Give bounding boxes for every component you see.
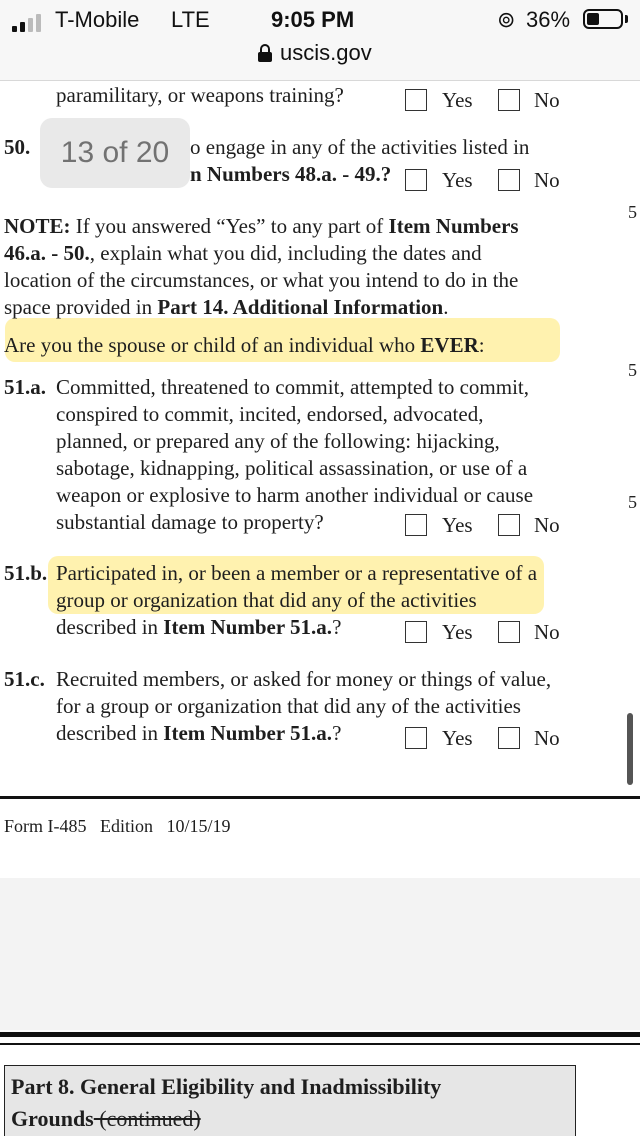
q50-no-label: No bbox=[534, 168, 560, 192]
part-heading-line2: Grounds (continued) bbox=[11, 1106, 201, 1131]
q50-line2: n Numbers 48.a. - 49.? bbox=[190, 162, 392, 186]
q51c-yes-checkbox[interactable] bbox=[405, 727, 427, 749]
q51a-line: sabotage, kidnapping, political assassination, or use of a bbox=[56, 456, 528, 480]
q51a-number: 51.a. bbox=[4, 375, 46, 399]
clipped-column-text: 5 bbox=[628, 202, 637, 222]
q50-yes-label: Yes bbox=[442, 168, 473, 192]
form-footer: Form I-485 Edition 10/15/19 bbox=[4, 816, 231, 836]
q50-no-checkbox[interactable] bbox=[498, 169, 520, 191]
network-label: LTE bbox=[171, 7, 210, 32]
part-heading-box bbox=[4, 1065, 576, 1136]
q51a-no-checkbox[interactable] bbox=[498, 514, 520, 536]
status-bar bbox=[0, 0, 640, 81]
battery-icon bbox=[583, 9, 623, 29]
q51c-no-checkbox[interactable] bbox=[498, 727, 520, 749]
q51b-line: group or organization that did any of the activities bbox=[56, 588, 477, 612]
q50-yes-checkbox[interactable] bbox=[405, 169, 427, 191]
q51c-yes-label: Yes bbox=[442, 726, 473, 750]
q51a-line: substantial damage to property? bbox=[56, 510, 324, 534]
orientation-lock-icon: ⊚ bbox=[497, 7, 516, 32]
lock-icon bbox=[258, 44, 272, 62]
clipped-column-text: 5 bbox=[628, 492, 637, 512]
page-header-rule bbox=[0, 1032, 640, 1037]
q51b-yes-label: Yes bbox=[442, 620, 473, 644]
q51a-line: Committed, threatened to commit, attempted to commit, bbox=[56, 375, 529, 399]
q51b-line: described in Item Number 51.a.? bbox=[56, 615, 342, 639]
q51a-no-label: No bbox=[534, 513, 560, 537]
q51b-yes-checkbox[interactable] bbox=[405, 621, 427, 643]
clock: 9:05 PM bbox=[271, 7, 355, 32]
q51a-line: conspired to commit, incited, endorsed, advocated, bbox=[56, 402, 484, 426]
q51b-number: 51.b. bbox=[4, 561, 48, 585]
footer-rule bbox=[0, 796, 640, 799]
q49-no-checkbox[interactable] bbox=[498, 89, 520, 111]
q50-number: 50. bbox=[4, 135, 31, 159]
note-line-1: NOTE: If you answered “Yes” to any part of Item Numbers bbox=[4, 214, 519, 238]
note-line-2: 46.a. - 50., explain what you did, including the dates and bbox=[4, 241, 482, 265]
q51b-no-checkbox[interactable] bbox=[498, 621, 520, 643]
q49-no-label: No bbox=[534, 88, 560, 112]
page-gap bbox=[0, 878, 640, 1030]
battery-percent: 36% bbox=[526, 7, 571, 32]
q51c-number: 51.c. bbox=[4, 667, 45, 691]
page-indicator: 13 of 20 bbox=[40, 118, 190, 188]
scrollbar[interactable] bbox=[627, 713, 633, 785]
q51c-line: Recruited members, or asked for money or things of value, bbox=[56, 667, 552, 691]
carrier-label: T-Mobile bbox=[55, 7, 140, 32]
spouse-question: Are you the spouse or child of an individual who EVER: bbox=[4, 333, 485, 357]
signal-strength-icon bbox=[12, 14, 46, 32]
q51a-line: planned, or prepared any of the following: hijacking, bbox=[56, 429, 500, 453]
note-line-3: location of the circumstances, or what you intend to do in the bbox=[4, 268, 519, 292]
q51b-line: Participated in, or been a member or a representative of a bbox=[56, 561, 538, 585]
url-bar[interactable]: uscis.gov bbox=[280, 40, 372, 65]
q51c-line: described in Item Number 51.a.? bbox=[56, 721, 342, 745]
q51a-line: weapon or explosive to harm another individual or cause bbox=[56, 483, 534, 507]
q50-line1: o engage in any of the activities listed in bbox=[190, 135, 530, 159]
q51a-yes-checkbox[interactable] bbox=[405, 514, 427, 536]
q51b-no-label: No bbox=[534, 620, 560, 644]
part-heading-line1: Part 8. General Eligibility and Inadmissibility bbox=[11, 1074, 442, 1099]
note-line-4: space provided in Part 14. Additional Information. bbox=[4, 295, 449, 319]
page-header-rule-thin bbox=[0, 1043, 640, 1045]
pdf-document-view[interactable] bbox=[0, 80, 640, 1136]
q51a-yes-label: Yes bbox=[442, 513, 473, 537]
q49-yes-checkbox[interactable] bbox=[405, 89, 427, 111]
q51c-no-label: No bbox=[534, 726, 560, 750]
q49-text: paramilitary, or weapons training? bbox=[56, 83, 344, 107]
q49-yes-label: Yes bbox=[442, 88, 473, 112]
q51c-line: for a group or organization that did any of the activities bbox=[56, 694, 521, 718]
clipped-column-text: 5 bbox=[628, 360, 637, 380]
